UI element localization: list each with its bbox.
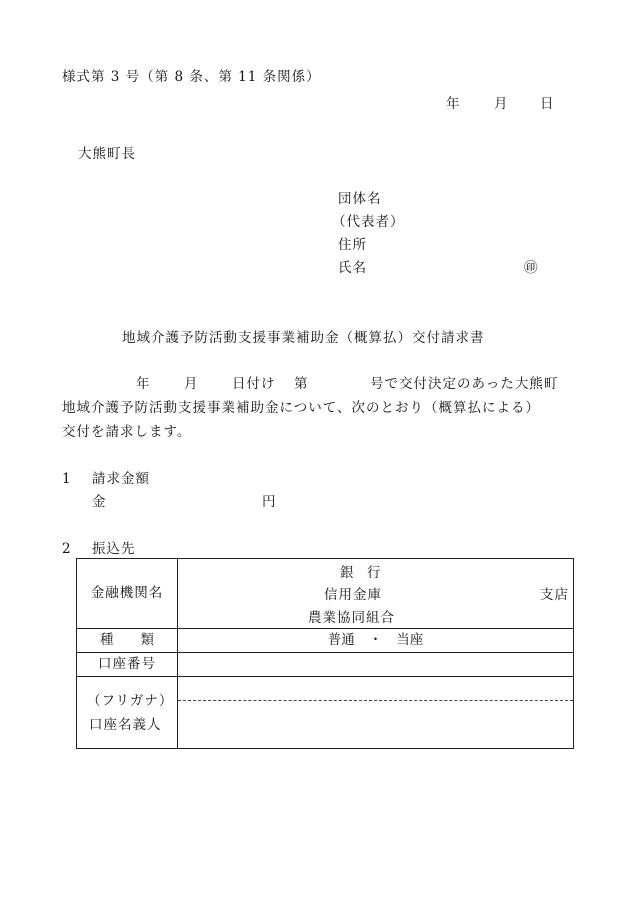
body-line3: 交付を請求します。 [62,424,192,440]
bank-table [76,558,574,749]
holder-row [77,677,574,749]
account-number-row [77,653,574,677]
amount-yen: 円 [262,494,276,510]
body-year: 年 [136,376,150,392]
type-row [77,629,574,653]
name-label: 氏名 [338,260,367,276]
bank-text: 銀 行 [340,565,381,581]
body-day-of: 日付け [232,376,276,392]
document-title: 地域介護予防活動支援事業補助金（概算払）交付請求書 [122,330,485,346]
section1-number: 1 [62,471,71,487]
body-line2: 地域介護予防活動支援事業補助金について、次のとおり（概算払による） [62,400,540,416]
seal-mark: ㊞ [524,260,538,276]
amount-kin: 金 [92,494,106,510]
furigana-label: （フリガナ） [87,693,174,709]
branch-text: 支店 [540,587,569,603]
holder-label-cell [77,677,178,749]
address-label: 住所 [338,237,367,253]
separator-dot: ・ [368,631,383,648]
representative-label: （代表者） [332,214,405,230]
nokyo-text: 農業協同組合 [308,610,395,626]
holder-label: 口座名義人 [89,717,162,733]
toza-option: 当座 [396,631,424,648]
section1-label: 請求金額 [92,471,150,487]
institution-cell [178,559,574,629]
furigana-divider [178,700,573,701]
account-type-label: 種 類 [77,629,178,653]
section2-label: 振込先 [92,541,136,557]
section2-number: 2 [62,541,71,557]
date-day: 日 [540,96,554,112]
date-month: 月 [494,96,508,112]
shinkin-text: 信用金庫 [324,587,382,603]
institution-row [77,559,574,629]
body-line1-rest: 号で交付決定のあった大熊町 [370,376,559,392]
account-type-cell [178,629,574,653]
futsu-option: 普通 [327,631,355,648]
addressee: 大熊町長 [78,146,136,162]
body-dai: 第 [294,376,308,392]
holder-value-cell [178,677,574,749]
body-month: 月 [184,376,198,392]
org-name-label: 団体名 [338,191,382,207]
date-year: 年 [446,96,460,112]
form-number: 様式第 3 号（第 8 条、第 11 条関係） [62,69,321,85]
account-number-value [178,653,574,677]
account-number-label: 口座番号 [77,653,178,677]
institution-label: 金融機関名 [77,559,178,629]
